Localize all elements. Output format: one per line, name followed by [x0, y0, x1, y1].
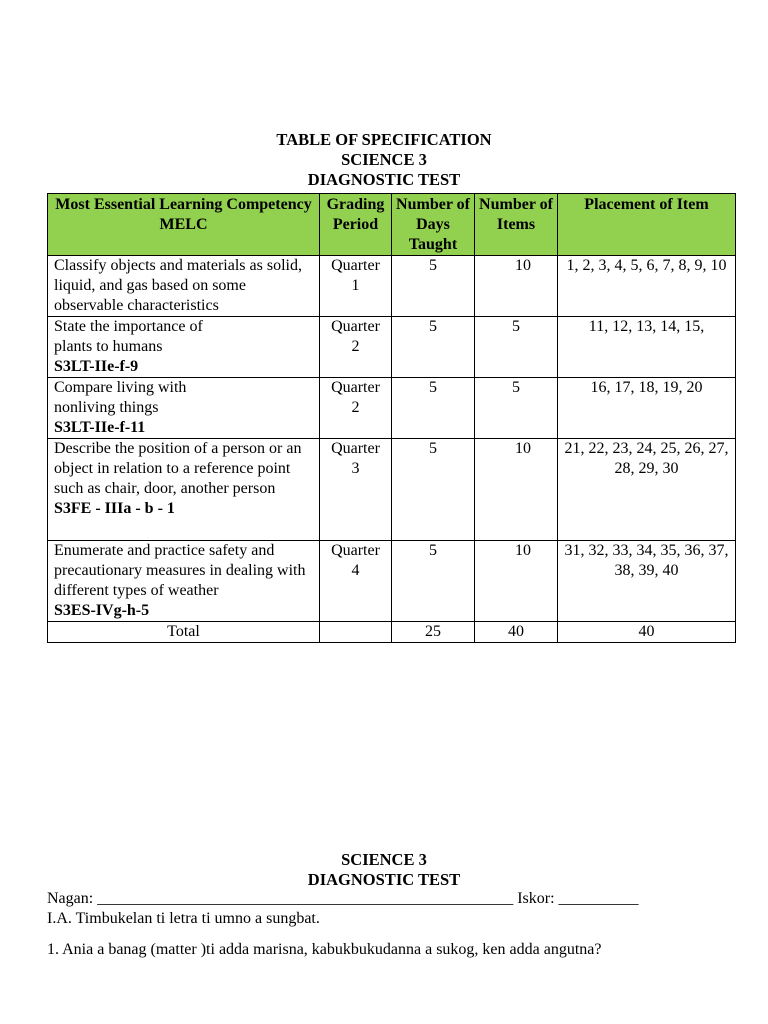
- period-cell: Quarter 2: [320, 378, 392, 439]
- competency-text: Enumerate and practice safety and precautionary measures in dealing with different types of weather: [54, 542, 306, 599]
- competency-cell: [48, 256, 320, 317]
- competency-text: Classify objects and materials as solid, liquid, and gas based on some observable characteristics: [54, 257, 302, 314]
- header-competency: Most Essential Learning Competency MELC: [48, 194, 320, 256]
- header-number-of-items: Number of Items: [475, 194, 558, 256]
- table-row: [48, 256, 736, 317]
- placement-cell: 31, 32, 33, 34, 35, 36, 37, 38, 39, 40: [558, 541, 736, 622]
- header-days-taught: Number of Days Taught: [392, 194, 475, 256]
- tos-subject: SCIENCE 3: [341, 150, 427, 169]
- competency-code: S3FE - IIIa - b - 1: [54, 500, 175, 517]
- placement-cell: 16, 17, 18, 19, 20: [558, 378, 736, 439]
- competency-text: State the importance of plants to humans: [54, 318, 203, 355]
- days-cell: 5: [392, 439, 475, 541]
- instruction-text: I.A. Timbukelan ti letra ti umno a sungbat.: [47, 910, 320, 927]
- test-title-block: [0, 850, 768, 890]
- competency-cell: [48, 541, 320, 622]
- placement-cell: 21, 22, 23, 24, 25, 26, 27, 28, 29, 30: [558, 439, 736, 541]
- header-grading-period: Grading Period: [320, 194, 392, 256]
- placement-cell: 11, 12, 13, 14, 15,: [558, 317, 736, 378]
- tos-title-block: [0, 130, 768, 190]
- total-days: 25: [392, 622, 475, 643]
- days-cell: 5: [392, 541, 475, 622]
- total-row: [48, 622, 736, 643]
- items-cell: 10: [475, 256, 558, 317]
- items-cell: 10: [475, 439, 558, 541]
- items-cell: 5: [475, 317, 558, 378]
- period-cell: Quarter 2: [320, 317, 392, 378]
- placement-cell: 1, 2, 3, 4, 5, 6, 7, 8, 9, 10: [558, 256, 736, 317]
- items-cell: 10: [475, 541, 558, 622]
- table-row: [48, 541, 736, 622]
- competency-cell: [48, 439, 320, 541]
- days-cell: 5: [392, 378, 475, 439]
- competency-cell: [48, 317, 320, 378]
- question-1: 1. Ania a banag (matter )ti adda marisna, kabukbukudanna a sukog, ken adda angutna?: [47, 941, 602, 958]
- items-cell: 5: [475, 378, 558, 439]
- days-cell: 5: [392, 256, 475, 317]
- specification-table: [47, 193, 736, 643]
- period-cell: Quarter 3: [320, 439, 392, 541]
- tos-test-name: DIAGNOSTIC TEST: [307, 170, 461, 189]
- name-score-line[interactable]: Nagan: ____________________________________________________ Iskor: __________: [47, 890, 639, 907]
- period-cell: Quarter 4: [320, 541, 392, 622]
- tos-title: TABLE OF SPECIFICATION: [276, 130, 492, 149]
- competency-cell: [48, 378, 320, 439]
- table-row: [48, 317, 736, 378]
- total-period: [320, 622, 392, 643]
- total-placement: 40: [558, 622, 736, 643]
- competency-code: S3ES-IVg-h-5: [54, 602, 150, 619]
- total-items: 40: [475, 622, 558, 643]
- competency-text: Compare living with nonliving things: [54, 379, 187, 416]
- table-header-row: [48, 194, 736, 256]
- table-row: [48, 378, 736, 439]
- competency-code: S3LT-IIe-f-9: [54, 358, 139, 375]
- days-cell: 5: [392, 317, 475, 378]
- table-row: [48, 439, 736, 541]
- competency-code: S3LT-IIe-f-11: [54, 419, 146, 436]
- test-subject: SCIENCE 3: [341, 850, 427, 869]
- period-cell: Quarter 1: [320, 256, 392, 317]
- test-name: DIAGNOSTIC TEST: [307, 870, 461, 889]
- competency-text: Describe the position of a person or an object in relation to a reference point such as chair, door, another person: [54, 440, 302, 497]
- total-label: Total: [48, 622, 320, 643]
- header-placement: Placement of Item: [558, 194, 736, 256]
